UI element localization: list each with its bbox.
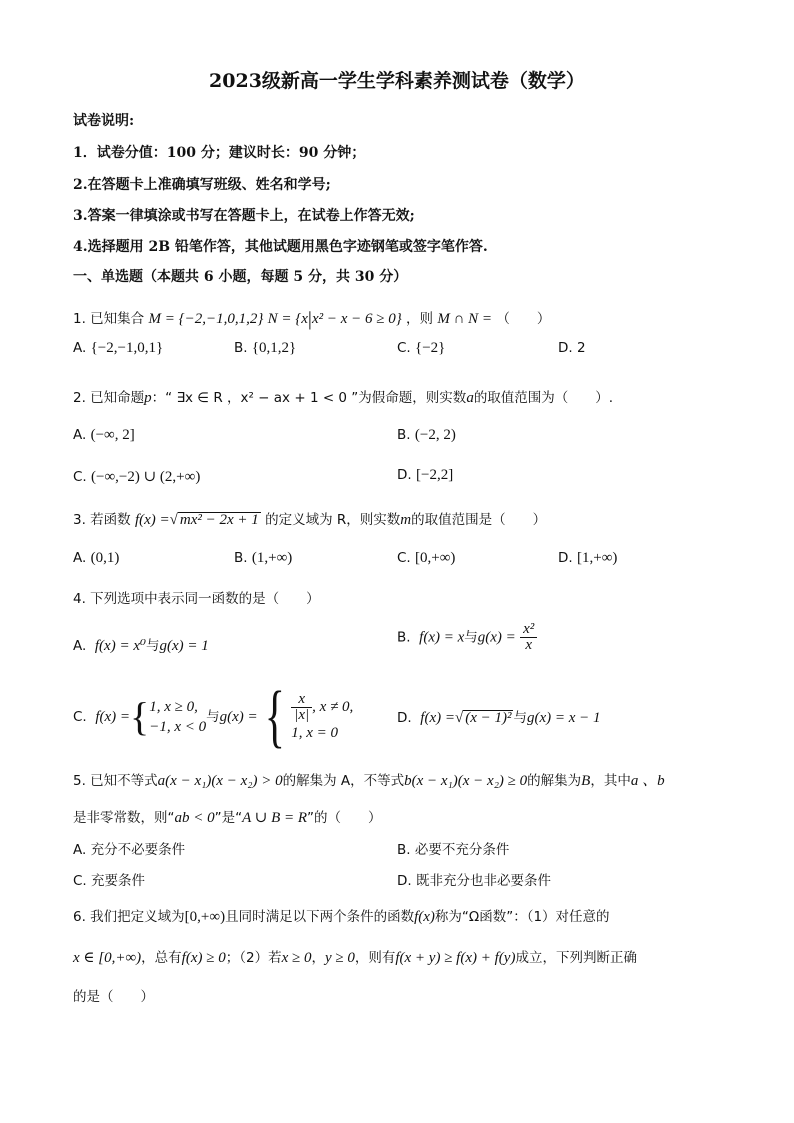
question-4: 4. 下列选项中表示同一函数的是（ ）	[73, 591, 320, 607]
option-a: A. 充分不必要条件	[73, 842, 186, 858]
question-6-line2: x ∈ [0,+∞)，总有f(x) ≥ 0；（2）若x ≥ 0，y ≥ 0，则有f(x + y) ≥ f(x) + f(y)成立，下列判断正确	[73, 950, 637, 966]
section-heading: 一、单选题（本题共 6 小题，每题 5 分，共 30 分）	[73, 269, 408, 285]
set-n: N = {x|x² − x − 6 ≥ 0}	[267, 308, 402, 330]
question-5-line2: 是非零常数，则“ab < 0”是“A ∪ B = R”的（ ）	[73, 810, 382, 826]
fraction: $\frac{\text{x²}}{x}$	[520, 622, 537, 653]
set-m: M = {−2,−1,0,1,2}	[148, 311, 264, 327]
option-b: B. (1,+∞)	[234, 550, 293, 566]
option-a: A. (−∞, 2]	[73, 427, 135, 443]
option-b: B. {0,1,2}	[234, 340, 297, 356]
instruction-item: 4.选择题用 2B 铅笔作答，其他试题用黑色字迹钢笔或签字笔作答.	[73, 239, 488, 255]
page-title: 2023级新高一学生学科素养测试卷（数学）	[209, 70, 585, 92]
option-c: C. 充要条件	[73, 873, 146, 889]
option-b: B. (−2, 2)	[397, 427, 456, 443]
intersection-expr: M ∩ N =	[437, 311, 493, 327]
option-a: A. (0,1)	[73, 550, 120, 566]
question-6-line3: 的是（ ）	[73, 989, 154, 1005]
instruction-item: 3.答案一律填涂或书写在答题卡上，在试卷上作答无效;	[73, 208, 415, 224]
option-a: A. f(x) = x⁰与g(x) = 1	[73, 638, 209, 654]
option-d: D. [1,+∞)	[558, 550, 618, 566]
question-2: 2. 已知命题p：“ ∃x ∈ R ，x² − ax + 1 < 0 ”为假命题，则实数a的取值范围为（ ）.	[73, 390, 614, 406]
question-1: 1. 已知集合 M = {−2,−1,0,1,2} N = {x|x² − x − 6 ≥ 0} ，则 M ∩ N = （ ）	[73, 308, 551, 330]
option-c: C. f(x) ={ 1, x ≥ 0, −1, x < 0 与g(x) ={ $\frac{x}{|x|}$ , x ≠ 0, 1, x = 0	[73, 678, 354, 755]
option-d: D. 2	[558, 340, 586, 356]
option-d: D. 既非充分也非必要条件	[397, 873, 551, 889]
option-a: A. {−2,−1,0,1}	[73, 340, 164, 356]
instruction-item: 2.在答题卡上准确填写班级、姓名和学号;	[73, 177, 331, 193]
option-c: C. [0,+∞)	[397, 550, 456, 566]
option-c: C. (−∞,−2) ∪ (2,+∞)	[73, 469, 201, 485]
option-c: C. {−2}	[397, 340, 446, 356]
option-b: B. 必要不充分条件	[397, 842, 510, 858]
sqrt-expression: mx² − 2x + 1	[179, 512, 259, 528]
question-5: 5. 已知不等式a(x − x₁)(x − x₂) > 0的解集为 A，不等式b(x − x₁)(x − x₂) ≥ 0的解集为B，其中a 、b	[73, 773, 665, 789]
instructions-heading: 试卷说明:	[73, 113, 135, 129]
instruction-item: 1．试卷分值：100 分；建议时长：90 分钟；	[73, 145, 366, 161]
option-d: D. f(x) =√ (x − 1)² 与g(x) = x − 1	[397, 710, 601, 726]
question-6: 6. 我们把定义域为[0,+∞)且同时满足以下两个条件的函数f(x)称为“Ω函数”：（1）对任意的	[73, 909, 610, 925]
question-1-text: 1. 已知集合	[73, 311, 145, 327]
question-3: 3. 若函数 f(x) =√ mx² − 2x + 1 的定义域为 R，则实数m的取值范围是（ ）	[73, 512, 547, 528]
option-b: B. f(x) = x与g(x) = $\frac{\text{x²}}{x}$	[397, 622, 537, 653]
option-d: D. [−2,2]	[397, 467, 454, 483]
